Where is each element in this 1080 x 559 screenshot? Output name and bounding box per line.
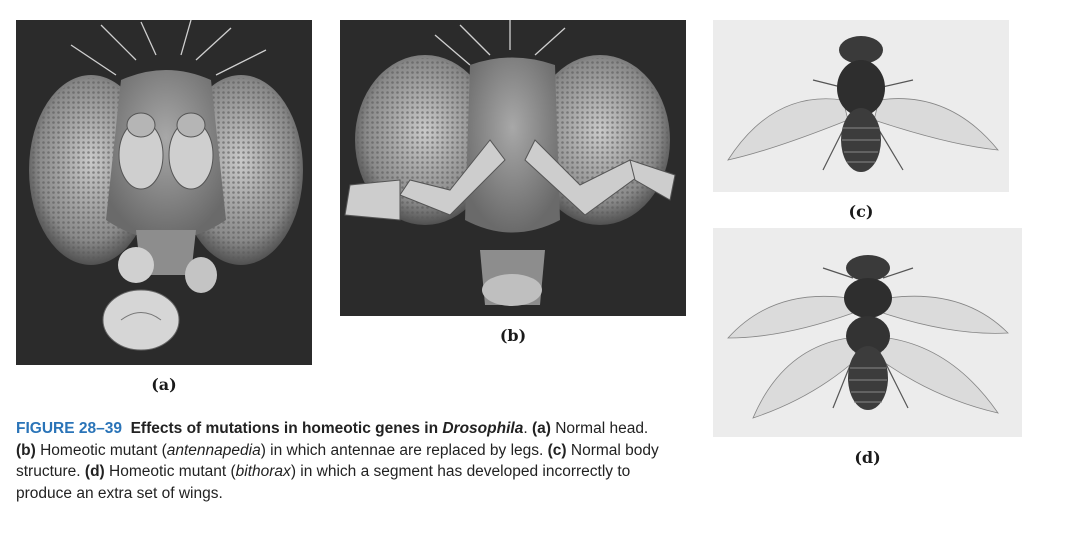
panel-d-image <box>713 228 1022 437</box>
figure-title: Effects of mutations in homeotic genes in Drosophila <box>130 420 524 437</box>
antennapedia-head-sem <box>340 20 686 316</box>
panel-b-image <box>340 20 686 316</box>
panel-a-image <box>16 20 312 365</box>
normal-head-sem <box>16 20 312 365</box>
bithorax-fly-photo <box>713 228 1022 437</box>
panel-c-label: (c) <box>848 202 874 221</box>
panel-d-label: (d) <box>854 448 881 467</box>
figure-caption: FIGURE 28–39 Effects of mutations in homeotic genes in Drosophila. (a) Normal head. (b) Homeotic mutant (antennapedia) in which antennae are replaced by legs. (c) Normal body structure. (d) Homeotic mutant (bithorax) in which a segment has developed incorrectly to produce an extra set of wings. <box>16 420 659 502</box>
figure-number: FIGURE 28–39 <box>16 420 122 437</box>
panel-b-label: (b) <box>499 326 527 345</box>
panel-c-image <box>713 20 1009 192</box>
normal-fly-photo <box>713 20 1009 192</box>
panel-a-label: (a) <box>151 375 177 394</box>
